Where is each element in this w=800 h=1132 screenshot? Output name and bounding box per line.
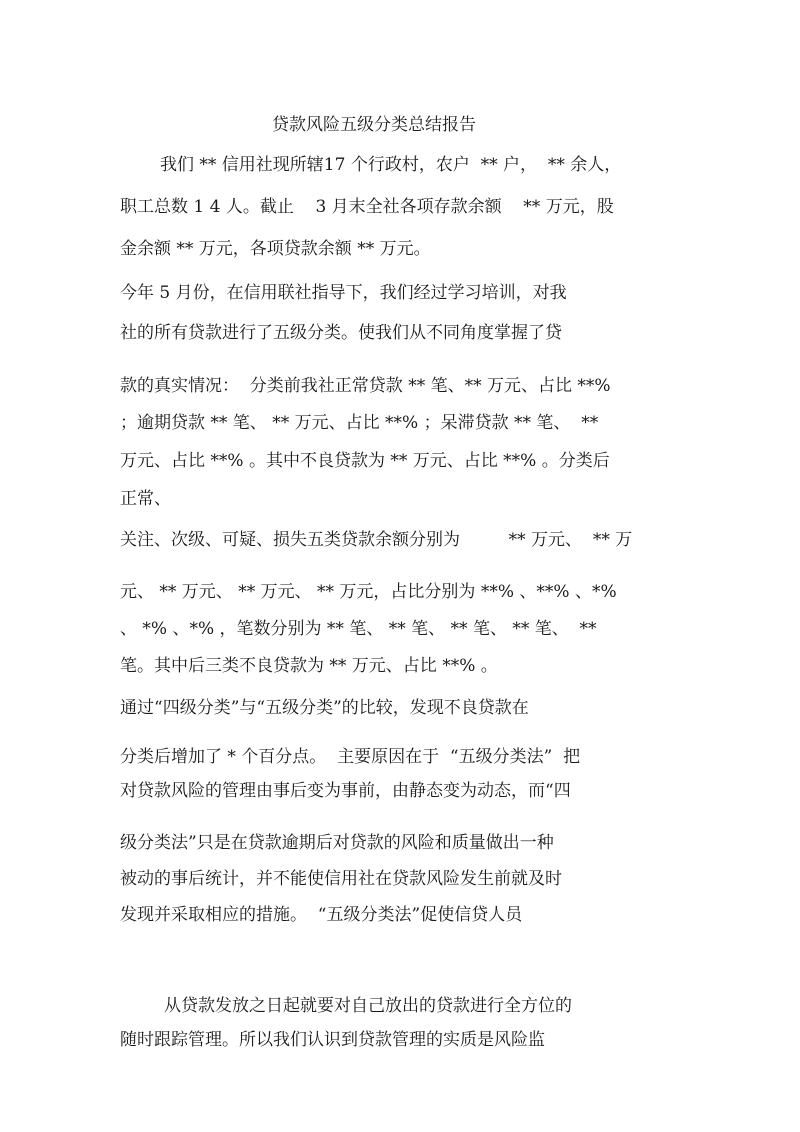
text-line: 万元、占比 **% 。其中不良贷款为 ** 万元、占比 **% 。分类后 <box>120 451 610 471</box>
text-line: 级分类法”只是在贷款逾期后对贷款的风险和质量做出一种 <box>120 833 554 853</box>
text-line: ；逾期贷款 ** 笔、 ** 万元、占比 **% ；呆滞贷款 ** 笔、 ** <box>120 413 599 433</box>
text-line: 社的所有贷款进行了五级分类。使我们从不同角度掌握了贷 <box>120 323 562 343</box>
text-line: 款的真实情况： 分类前我社正常贷款 ** 笔、** 万元、占比 **% <box>120 376 611 396</box>
text-line: 今年 5 月份，在信用联社指导下，我们经过学习培训，对我 <box>120 283 567 303</box>
text-line: 通过“四级分类”与“五级分类”的比较，发现不良贷款在 <box>120 698 529 718</box>
text-line: 笔。其中后三类不良贷款为 ** 万元、占比 **% 。 <box>120 656 498 676</box>
text-line: 元、 ** 万元、 ** 万元、 ** 万元，占比分别为 **% 、**% 、*% <box>120 582 617 602</box>
text-line: 随时跟踪管理。所以我们认识到贷款管理的实质是风险监 <box>120 1030 545 1050</box>
text-line: 金余额 ** 万元，各项贷款余额 ** 万元。 <box>120 239 431 259</box>
text-line: 职工总数 1 4 人。截止 3 月末全社各项存款余额 ** 万元，股 <box>120 197 614 217</box>
text-line: 发现并采取相应的措施。 “五级分类法”促使信贷人员 <box>120 905 523 925</box>
page-title: 贷款风险五级分类总结报告 <box>272 115 476 135</box>
text-line: 我们 ** 信用社现所辖17 个行政村，农户 ** 户， ** 余人， <box>160 155 622 175</box>
text-line: 被动的事后统计，并不能使信用社在贷款风险发生前就及时 <box>120 869 562 889</box>
text-line: 、 *% 、*% ，笔数分别为 ** 笔、 ** 笔、 ** 笔、 ** 笔、 ** <box>120 619 597 639</box>
text-line: 关注、次级、可疑、损失五类贷款余额分别为 ** 万元、 ** 万 <box>120 530 633 550</box>
text-line: 对贷款风险的管理由事后变为事前，由静态变为动态，而“四 <box>120 781 571 801</box>
text-line: 正常、 <box>120 489 171 509</box>
text-line: 分类后增加了 * 个百分点。 主要原因在于 “五级分类法” 把 <box>120 747 581 767</box>
text-line: 从贷款发放之日起就要对自己放出的贷款进行全方位的 <box>164 996 572 1016</box>
